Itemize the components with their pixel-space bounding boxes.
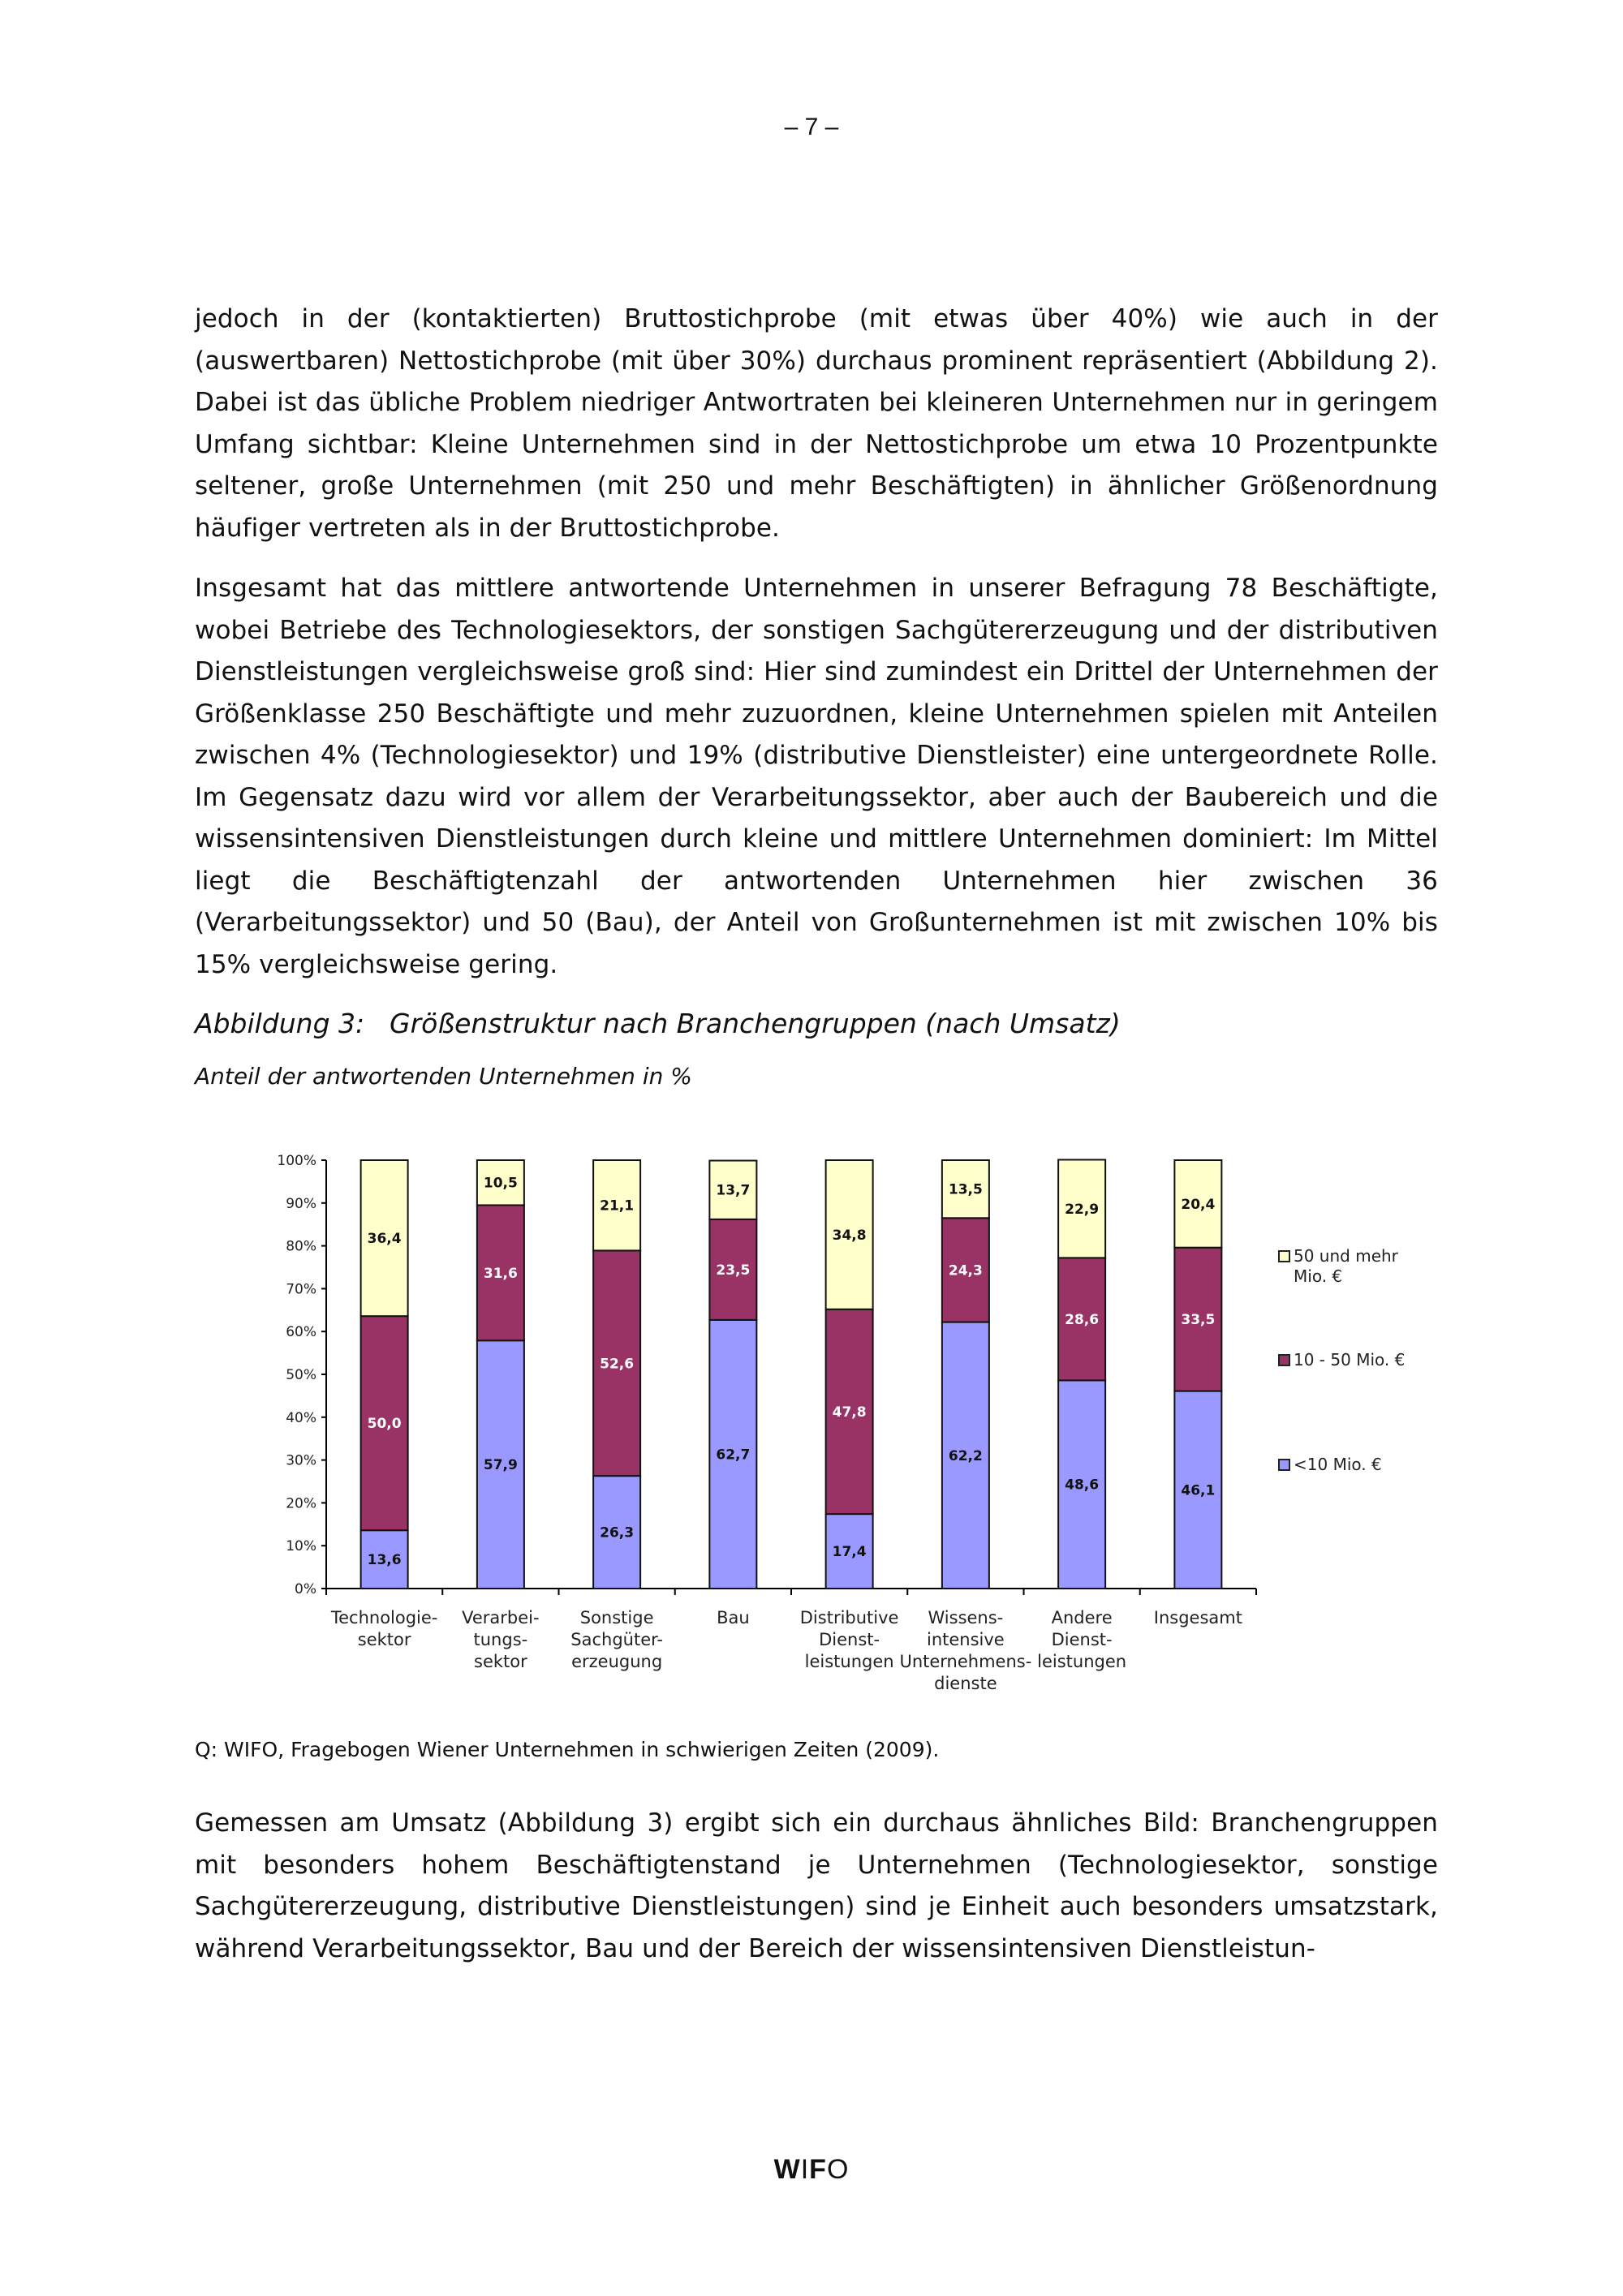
- data-label: 21,1: [600, 1197, 635, 1215]
- y-tick-label: 100%: [277, 1153, 316, 1169]
- y-tick-label: 20%: [286, 1495, 316, 1512]
- legend-label: Mio. €: [1294, 1266, 1343, 1286]
- x-category-label: leistungen: [804, 1652, 894, 1671]
- y-tick-label: 90%: [286, 1195, 316, 1212]
- page-number: – 7 –: [784, 114, 839, 140]
- figure-title-text: Größenstruktur nach Branchengruppen (nach Umsatz): [390, 1008, 1121, 1039]
- wifo-logo: [0, 2154, 1623, 2186]
- data-label: 13,5: [948, 1181, 983, 1198]
- x-category-label: Sonstige: [579, 1608, 654, 1627]
- data-label: 52,6: [600, 1356, 635, 1373]
- y-tick-label: 10%: [286, 1538, 316, 1555]
- legend-swatch: [1279, 1355, 1289, 1365]
- paragraph-2: [195, 568, 1438, 991]
- x-category-label: Insgesamt: [1153, 1608, 1242, 1627]
- x-category-label: Verarbei-: [462, 1608, 540, 1627]
- data-label: 10,5: [483, 1175, 518, 1192]
- y-tick-label: 0%: [295, 1581, 316, 1597]
- data-label: 47,8: [832, 1404, 867, 1421]
- x-category-label: dienste: [934, 1674, 997, 1693]
- x-category-label: erzeugung: [571, 1652, 663, 1671]
- y-tick-label: 30%: [286, 1452, 316, 1469]
- data-label: 20,4: [1181, 1196, 1216, 1213]
- data-label: 22,9: [1065, 1201, 1100, 1218]
- figure-number: Abbildung 3:: [195, 1008, 365, 1039]
- data-label: 33,5: [1181, 1312, 1216, 1329]
- paragraph-text: jedoch in der (kontaktierten) Bruttostichprobe (mit etwas über 40%) wie auch in der (auswertbaren) Nettostichprobe (mit über 30%) durchaus prominent repräsentiert (Abbildung 2). Dabei ist das übliche Problem niedriger Antwortraten bei kleineren Unternehmen nur in geringem Umfang sichtbar: Kleine Unternehmen sind in der Nettostichprobe um etwa 10 Prozentpunkte seltener, große Unternehmen (mit 250 und mehr Beschäftigten) in ähnlicher Größenordnung häufiger vertreten als in der Bruttostichprobe.: [195, 304, 1438, 543]
- legend-swatch: [1279, 1251, 1289, 1262]
- data-label: 36,4: [367, 1231, 402, 1248]
- y-tick-label: 80%: [286, 1238, 316, 1255]
- x-category-label: tungs-: [473, 1630, 528, 1649]
- y-tick-label: 50%: [286, 1367, 316, 1383]
- x-category-label: intensive: [927, 1630, 1005, 1649]
- figure-source: Q: WIFO, Fragebogen Wiener Unternehmen in schwierigen Zeiten (2009).: [195, 1738, 940, 1761]
- x-category-label: Sachgüter-: [570, 1630, 663, 1649]
- data-label: 48,6: [1065, 1477, 1100, 1494]
- legend-swatch: [1279, 1460, 1289, 1470]
- paragraph-text: Insgesamt hat das mittlere antwortende Unternehmen in unserer Befragung 78 Beschäftigte, wobei Betriebe des Technologiesektors, der sonstigen Sachgütererzeugung und der distributiven Dienstleistungen vergleichsweise groß sind: Hier sind zumindest ein Drittel der Unternehmen der Größenklasse 250 Beschäftigte und mehr zuzuordnen, kleine Unternehmen spielen mit Anteilen zwischen 4% (Technologiesektor) und 19% (distributive Dienstleister) eine untergeordnete Rolle. Im Gegensatz dazu wird vor allem der Verarbeitungssektor, aber auch der Baubereich und die wissensintensiven Dienstleistungen durch kleine und mittlere Unternehmen dominiert: Im Mittel liegt die Beschäftigtenzahl der antwortenden Unternehmen hier zwischen 36 (Verarbeitungssektor) und 50 (Bau), der Anteil von Großunternehmen ist mit zwischen 10% bis 15% vergleichsweise gering.: [195, 574, 1438, 979]
- data-label: 62,2: [948, 1447, 983, 1464]
- data-label: 34,8: [832, 1227, 867, 1244]
- x-category-label: sektor: [357, 1630, 411, 1649]
- x-category-label: Unternehmens-: [899, 1652, 1032, 1671]
- x-category-label: Technologie-: [330, 1608, 438, 1627]
- x-category-label: Andere: [1051, 1608, 1113, 1627]
- x-category-label: Dienst-: [1051, 1630, 1113, 1649]
- data-label: 31,6: [483, 1265, 518, 1282]
- paragraph-text: Gemessen am Umsatz (Abbildung 3) ergibt sich ein durchaus ähnliches Bild: Branchengruppen mit besonders hohem Beschäftigtenstand je Unternehmen (Technologiesektor, sonstige Sachgütererzeugung, distributive Dienstleistungen) sind je Einheit auch besonders umsatzstark, während Verarbeitungssektor, Bau und der Bereich der wissensintensiven Dienstleistun-: [195, 1808, 1438, 1963]
- figure-subtitle: Anteil der antwortenden Unternehmen in %: [195, 1063, 692, 1090]
- logo-letter: O: [826, 2154, 850, 2185]
- data-label: 26,3: [600, 1524, 635, 1541]
- y-tick-label: 70%: [286, 1281, 316, 1298]
- x-category-label: Bau: [717, 1608, 750, 1627]
- data-label: 28,6: [1065, 1311, 1100, 1328]
- x-category-label: sektor: [474, 1652, 527, 1671]
- data-label: 13,7: [716, 1182, 751, 1199]
- data-label: 13,6: [367, 1552, 402, 1569]
- data-label: 57,9: [483, 1457, 518, 1474]
- logo-letter: F: [809, 2154, 827, 2185]
- legend-label: <10 Mio. €: [1294, 1455, 1382, 1474]
- data-label: 62,7: [716, 1447, 751, 1464]
- x-category-label: Distributive: [799, 1608, 899, 1627]
- data-label: 50,0: [367, 1416, 402, 1433]
- y-tick-label: 40%: [286, 1409, 316, 1426]
- x-category-label: Dienst-: [819, 1630, 880, 1649]
- paragraph-3: [195, 1803, 1438, 1975]
- legend-label: 50 und mehr: [1294, 1246, 1398, 1266]
- data-label: 24,3: [948, 1262, 983, 1279]
- logo-letter: I: [800, 2154, 810, 2185]
- figure-title: [195, 1008, 1121, 1039]
- logo-letter: W: [773, 2154, 801, 2185]
- paragraph-1: [195, 299, 1438, 554]
- legend-label: 10 - 50 Mio. €: [1294, 1350, 1406, 1369]
- data-label: 23,5: [716, 1262, 751, 1279]
- x-category-label: leistungen: [1037, 1652, 1127, 1671]
- data-label: 46,1: [1181, 1482, 1216, 1499]
- x-category-label: Wissens-: [928, 1608, 1004, 1627]
- data-label: 17,4: [832, 1544, 867, 1561]
- y-tick-label: 60%: [286, 1324, 316, 1341]
